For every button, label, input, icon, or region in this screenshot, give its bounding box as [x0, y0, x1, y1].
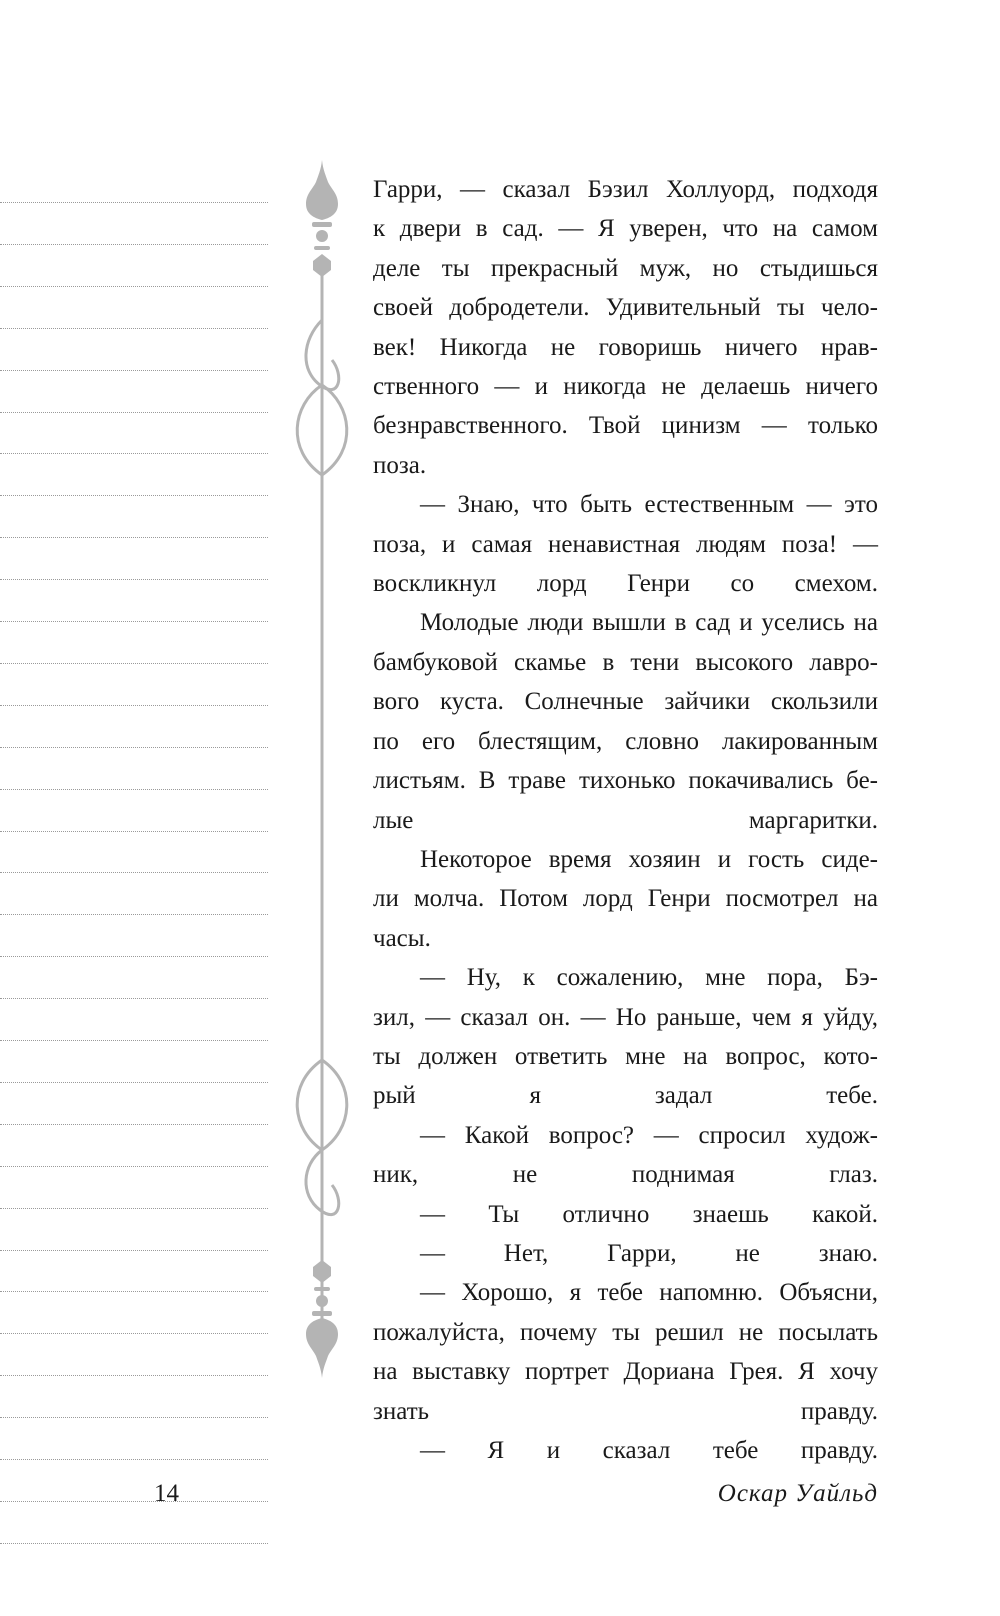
text-line: пожалуйста, почему ты решил не посылать [373, 1318, 878, 1346]
text-line: воскликнул лорд Генри со смехом. [373, 570, 878, 598]
text-line: зил, — сказал он. — Но раньше, чем я уйду, [373, 1003, 878, 1031]
text-line: поза. [373, 451, 427, 479]
ornament-bottom-finial [306, 1260, 338, 1378]
note-line [0, 244, 268, 245]
note-line [0, 789, 268, 790]
text-line: к двери в сад. — Я уверен, что на самом [373, 215, 878, 243]
text-line: лые маргаритки. [373, 806, 878, 834]
text-line: — Хорошо, я тебе напомню. Объясни, [420, 1279, 878, 1307]
note-line [0, 1291, 268, 1292]
note-line [0, 1040, 268, 1041]
text-line: — Нет, Гарри, не знаю. [420, 1239, 878, 1267]
text-line: своей добродетели. Удивительный ты чело- [373, 294, 878, 322]
note-line [0, 747, 268, 748]
ornament-top-finial [306, 160, 338, 277]
note-line [0, 579, 268, 580]
text-line: рый я задал тебе. [373, 1082, 878, 1110]
note-line [0, 956, 268, 957]
note-line [0, 1250, 268, 1251]
note-line [0, 998, 268, 999]
text-line: — Знаю, что быть естественным — это [420, 491, 878, 519]
note-line [0, 412, 268, 413]
note-line [0, 202, 268, 203]
decorative-ornament [282, 160, 362, 1450]
text-line: на выставку портрет Дориана Грея. Я хочу [373, 1358, 878, 1386]
note-line [0, 621, 268, 622]
text-line: ли молча. Потом лорд Генри посмотрел на [373, 885, 878, 913]
note-line [0, 453, 268, 454]
note-line [0, 328, 268, 329]
note-line [0, 663, 268, 664]
note-line [0, 1124, 268, 1125]
running-footer-author: Оскар Уайльд [717, 1480, 878, 1507]
note-line [0, 1459, 268, 1460]
page-number: 14 [154, 1480, 179, 1507]
note-line [0, 872, 268, 873]
text-line: — Ты отлично знаешь какой. [420, 1200, 878, 1228]
note-line [0, 1417, 268, 1418]
text-line: век! Никогда не говоришь ничего нрав- [373, 333, 878, 361]
note-line [0, 914, 268, 915]
text-line: безнравственного. Твой цинизм — только [373, 412, 878, 440]
text-line: Молодые люди вышли в сад и уселись на [420, 609, 878, 637]
note-line [0, 1543, 268, 1544]
note-line [0, 370, 268, 371]
text-line: вого куста. Солнечные зайчики скользили [373, 688, 878, 716]
note-line [0, 495, 268, 496]
text-line: ственного — и никогда не делаешь ничего [373, 373, 878, 401]
text-line: Гарри, — сказал Бэзил Холлуорд, подходя [373, 176, 878, 203]
note-line [0, 831, 268, 832]
text-line: по его блестящим, словно лакированным [373, 727, 878, 755]
text-line: ник, не поднимая глаз. [373, 1161, 878, 1189]
note-line [0, 1082, 268, 1083]
text-line: знать правду. [373, 1397, 878, 1425]
note-line [0, 537, 268, 538]
text-line: поза, и самая ненавистная людям поза! — [373, 530, 878, 558]
body-text [373, 170, 878, 1464]
margin-note-lines [0, 0, 270, 1616]
note-line [0, 1166, 268, 1167]
note-line [0, 705, 268, 706]
note-line [0, 1501, 268, 1502]
text-line: Некоторое время хозяин и гость сиде- [420, 845, 878, 873]
text-line: — Какой вопрос? — спросил худож- [420, 1121, 878, 1149]
text-line: часы. [373, 924, 431, 952]
note-line [0, 1208, 268, 1209]
text-line: бамбуковой скамье в тени высокого лавро- [373, 648, 878, 676]
note-line [0, 1333, 268, 1334]
text-line: — Я и сказал тебе правду. [420, 1437, 878, 1464]
note-line [0, 1375, 268, 1376]
note-line [0, 286, 268, 287]
text-line: — Ну, к сожалению, мне пора, Бэ- [420, 964, 878, 992]
text-line: деле ты прекрасный муж, но стыдишься [373, 254, 878, 282]
text-line: листьям. В траве тихонько покачивались бе- [373, 767, 878, 795]
text-line: ты должен ответить мне на вопрос, кото- [373, 1042, 878, 1070]
